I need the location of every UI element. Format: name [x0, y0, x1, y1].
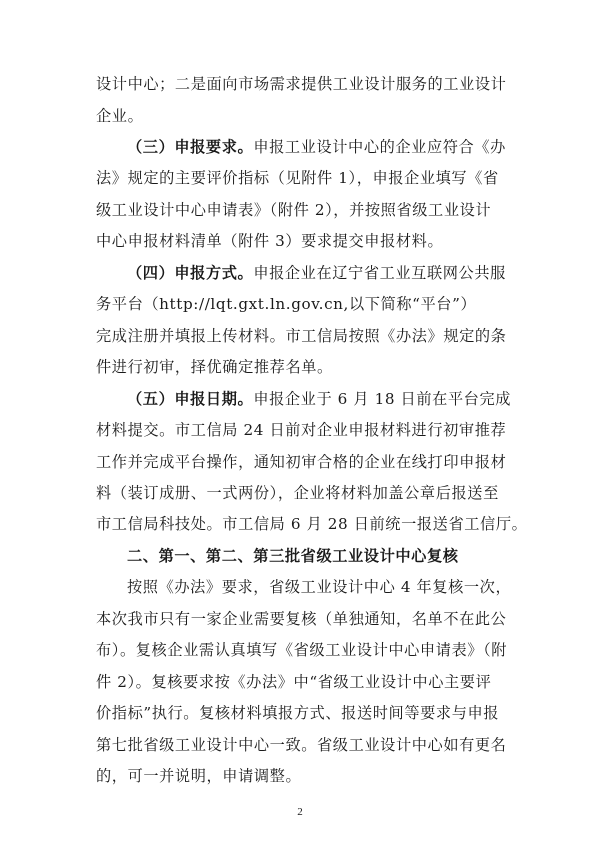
- body-text-line: 法》规定的主要评价指标（见附件 1），申报企业填写《省: [96, 169, 499, 188]
- paragraph-5-text: 申报企业于 6 月 18 日前在平台完成: [253, 389, 512, 408]
- body-text-line: 价指标”执行。复核材料填报方式、报送时间等要求与申报: [96, 704, 500, 723]
- body-text-line: 设计中心；二是面向市场需求提供工业设计服务的工业设计: [96, 75, 507, 93]
- body-text-line: 完成注册并填报上传材料。市工信局按照《办法》规定的条: [96, 326, 507, 345]
- body-text-line: 件 2）。复核要求按《办法》中“省级工业设计中心主要评: [96, 672, 492, 691]
- paragraph-4-line-1: [127, 263, 506, 283]
- paragraph-3-label: （三）申报要求。: [127, 137, 254, 156]
- paragraph-3-text: 申报工业设计中心的企业应符合《办: [253, 137, 506, 156]
- body-text-line: 本次我市只有一家企业需要复核（单独通知，名单不在此公: [96, 609, 507, 628]
- paragraph-5-line-1: [127, 389, 511, 409]
- body-text-line: 级工业设计中心申请表》（附件 2），并按照省级工业设计: [96, 200, 492, 219]
- page-number: 2: [297, 806, 303, 818]
- body-text-line: 的，可一并说明，申请调整。: [96, 767, 302, 785]
- body-text-line: 工作并完成平台操作，通知初审合格的企业在线打印申报材: [96, 452, 507, 471]
- body-text-line: 第七批省级工业设计中心一致。省级工业设计中心如有更名: [96, 735, 507, 754]
- body-text-line: 企业。: [96, 106, 144, 125]
- body-text-line: 料（装订成册、一式两份），企业将材料加盖公章后报送至: [96, 483, 499, 502]
- body-text-line: 按照《办法》要求，省级工业设计中心 4 年复核一次，: [127, 578, 512, 597]
- body-text-line: 布）。复核企业需认真填写《省级工业设计中心申请表》（附: [96, 641, 508, 660]
- body-text-line: 市工信局科技处。市工信局 6 月 28 日前统一报送省工信厅。: [96, 515, 528, 534]
- paragraph-4-label: （四）申报方式。: [127, 263, 254, 282]
- body-text-line: 材料提交。市工信局 24 日前对企业申报材料进行初审推荐: [96, 421, 507, 439]
- paragraph-5-label: （五）申报日期。: [127, 389, 254, 408]
- body-text-line: 务平台（http://lqt.gxt.ln.gov.cn,以下简称“平台”）: [96, 295, 477, 314]
- section-heading: 二、第一、第二、第三批省级工业设计中心复核: [127, 546, 459, 565]
- body-text-line: 件进行初审，择优确定推荐名单。: [96, 358, 333, 377]
- paragraph-4-text: 申报企业在辽宁省工业互联网公共服: [253, 263, 506, 282]
- paragraph-3-line-1: [127, 137, 506, 157]
- body-text-line: 中心申报材料清单（附件 3）要求提交申报材料。: [96, 232, 444, 251]
